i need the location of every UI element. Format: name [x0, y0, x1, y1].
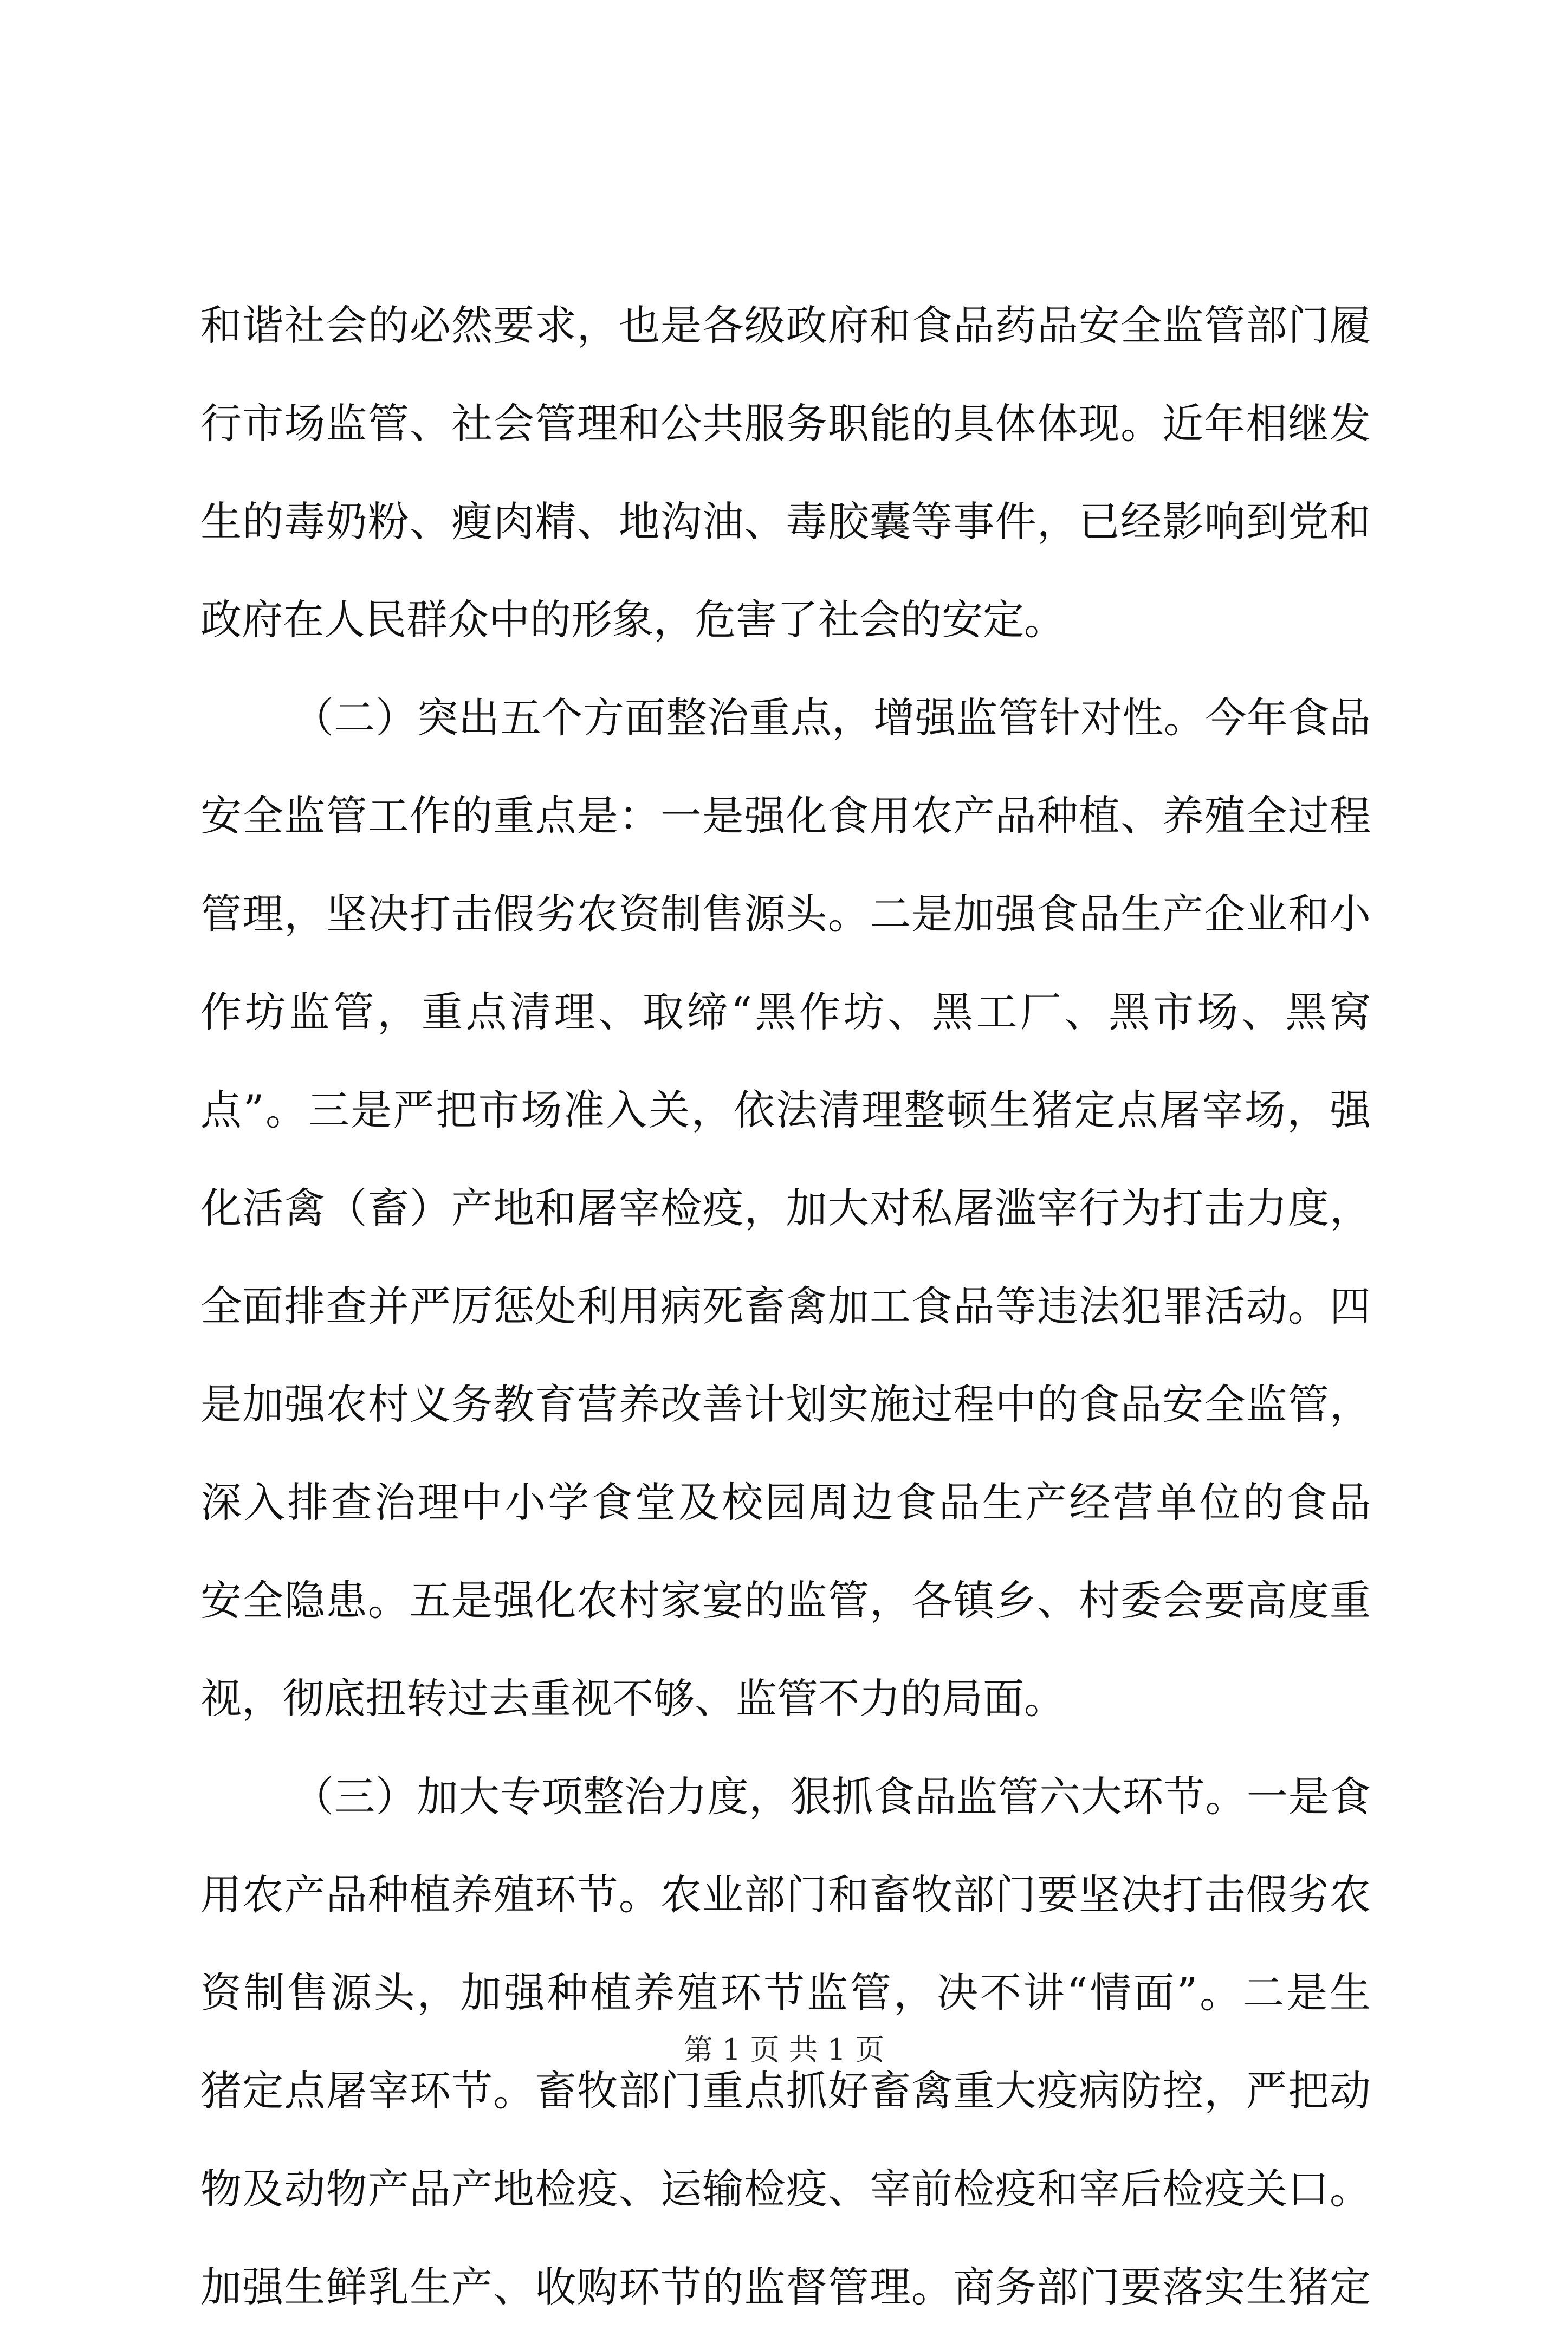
text-line: 管理，坚决打击假劣农资制售源头。二是加强食品生产企业和小	[200, 890, 1371, 938]
text-line: 安全监管工作的重点是：一是强化食用农产品种植、养殖全过程	[200, 792, 1371, 840]
text-line: 化活禽（畜）产地和屠宰检疫，加大对私屠滥宰行为打击力度，	[200, 1184, 1371, 1232]
text-line: 安全隐患。五是强化农村家宴的监管，各镇乡、村委会要高度重	[200, 1576, 1371, 1625]
text-line: 点”。三是严把市场准入关，依法清理整顿生猪定点屠宰场，强	[200, 1086, 1371, 1134]
page-footer	[0, 2031, 1568, 2069]
text-line: 物及动物产品产地检疫、运输检疫、宰前检疫和宰后检疫关口。	[200, 2165, 1371, 2213]
document-body	[200, 276, 1371, 2336]
text-line: 作坊监管，重点清理、取缔“黑作坊、黑工厂、黑市场、黑窝	[200, 988, 1371, 1036]
text-line: 深入排查治理中小学食堂及校园周边食品生产经营单位的食品	[200, 1478, 1371, 1526]
text-line: 行市场监管、社会管理和公共服务职能的具体体现。近年相继发	[200, 399, 1371, 448]
text-line: 是加强农村义务教育营养改善计划实施过程中的食品安全监管，	[200, 1380, 1371, 1428]
text-line: 全面排查并严厉惩处利用病死畜禽加工食品等违法犯罪活动。四	[200, 1282, 1371, 1330]
text-line: （二）突出五个方面整治重点，增强监管针对性。今年食品	[293, 694, 1371, 742]
text-line: （三）加大专项整治力度，狠抓食品监管六大环节。一是食	[293, 1772, 1371, 1821]
paragraph-1	[200, 276, 1371, 669]
text-line: 和谐社会的必然要求，也是各级政府和食品药品安全监管部门履	[200, 301, 1371, 350]
text-line: 加强生鲜乳生产、收购环节的监督管理。商务部门要落实生猪定	[200, 2263, 1371, 2311]
page-number: 第 1 页 共 1 页	[683, 2033, 885, 2067]
text-line: 用农产品种植养殖环节。农业部门和畜牧部门要坚决打击假劣农	[200, 1871, 1371, 1919]
text-line: 生的毒奶粉、瘦肉精、地沟油、毒胶囊等事件，已经影响到党和	[200, 497, 1371, 546]
text-line: 资制售源头，加强种植养殖环节监管，决不讲“情面”。二是生	[200, 1969, 1371, 2017]
text-line: 视，彻底扭转过去重视不够、监管不力的局面。	[200, 1674, 1065, 1723]
paragraph-2	[200, 669, 1371, 1748]
text-line: 政府在人民群众中的形象，危害了社会的安定。	[200, 596, 1065, 644]
text-line: 猪定点屠宰环节。畜牧部门重点抓好畜禽重大疫病防控，严把动	[200, 2067, 1371, 2115]
